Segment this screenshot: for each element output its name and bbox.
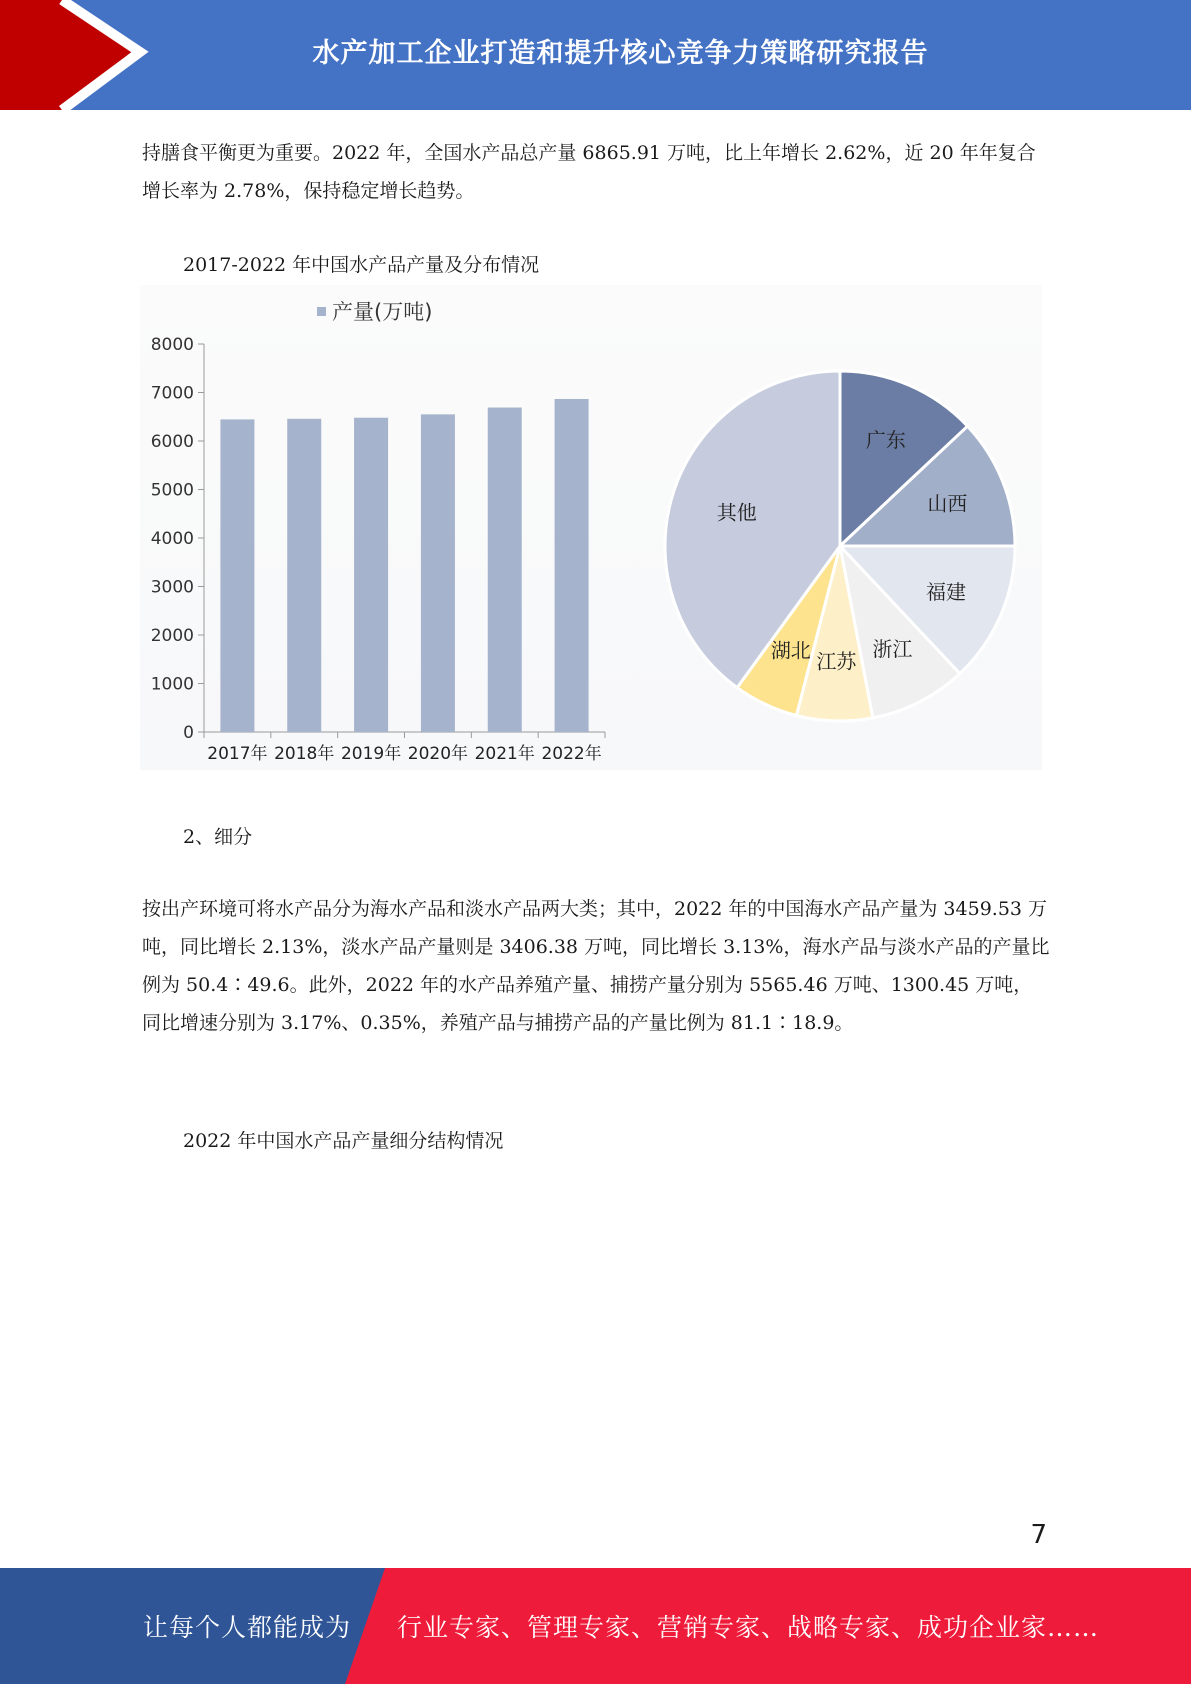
- figure-caption-structure: 2022 年中国水产品产量细分结构情况: [183, 1130, 504, 1152]
- y-tick-label: 7000: [150, 383, 194, 404]
- footer-slogan-left: 让每个人都能成为: [143, 1613, 352, 1642]
- y-tick-label: 8000: [150, 335, 194, 355]
- header-red-arrow: [0, 0, 140, 110]
- pie-label: 浙江: [872, 636, 913, 661]
- paragraph-intro: 持膳食平衡更为重要。2022 年，全国水产品总产量 6865.91 万吨，比上年增长 2.62%，近 20 年年复合增长率为 2.78%，保持稳定增长趋势。: [142, 142, 1036, 202]
- page-footer: [0, 1568, 1191, 1684]
- pie-label: 江苏: [816, 649, 857, 674]
- x-tick-label: 2022年: [541, 744, 602, 764]
- x-tick-label: 2021年: [474, 744, 535, 764]
- y-tick-label: 1000: [150, 674, 194, 695]
- pie-chart: [665, 371, 1015, 721]
- bar-2021年: [488, 408, 522, 732]
- y-tick-label: 0: [183, 723, 194, 743]
- y-tick-label: 3000: [150, 577, 194, 598]
- page-number: 7: [1030, 1520, 1047, 1550]
- legend-label: 产量(万吨): [332, 300, 433, 324]
- header-title: 水产加工企业打造和提升核心竞争力策略研究报告: [312, 37, 929, 69]
- production-chart-figure: [140, 285, 1042, 770]
- production-chart-svg: [140, 285, 1042, 770]
- bar-2019年: [354, 418, 388, 732]
- y-tick-label: 4000: [150, 529, 194, 549]
- pie-label: 福建: [926, 579, 967, 604]
- section-heading-subdivision: 2、细分: [183, 826, 253, 848]
- page-header: [0, 0, 1191, 110]
- x-tick-label: 2020年: [407, 744, 469, 764]
- header-arrow-icon: [0, 0, 160, 110]
- bar-2017年: [220, 419, 254, 732]
- bar-chart: [151, 300, 605, 764]
- footer-slogan-right: 行业专家、管理专家、营销专家、战略专家、成功企业家……: [397, 1613, 1100, 1642]
- pie-label: 其他: [716, 500, 757, 525]
- pie-label: 山西: [927, 491, 968, 516]
- y-tick-label: 6000: [150, 432, 194, 452]
- bar-2022年: [555, 399, 589, 732]
- pie-label: 广东: [865, 427, 906, 452]
- paragraph-subdivision: 按出产环境可将水产品分为海水产品和淡水产品两大类；其中，2022 年的中国海水产品产量为 3459.53 万吨，同比增长 2.13%，淡水产品产量则是 3406.38 万吨，同比增长 3.13%，海水产品与淡水产品的产量比例为 50.4∶49.6。此外，2022 年的水产品养殖产量、捕捞产量分别为 5565.46 万吨、1300.45 万吨，同比增速分别为 3.17%、0.35%，养殖产品与捕捞产品的产量比例为 81.1∶18.9。: [142, 898, 1050, 1034]
- bar-2020年: [421, 414, 455, 732]
- bar-2018年: [287, 419, 321, 732]
- figure-caption-production: 2017-2022 年中国水产品产量及分布情况: [183, 254, 540, 276]
- x-tick-label: 2018年: [274, 744, 335, 764]
- legend-swatch: [317, 307, 326, 316]
- pie-label: 湖北: [770, 638, 811, 663]
- y-tick-label: 2000: [150, 626, 194, 646]
- y-tick-label: 5000: [150, 480, 194, 501]
- x-tick-label: 2019年: [340, 744, 402, 764]
- x-tick-label: 2017年: [207, 744, 268, 764]
